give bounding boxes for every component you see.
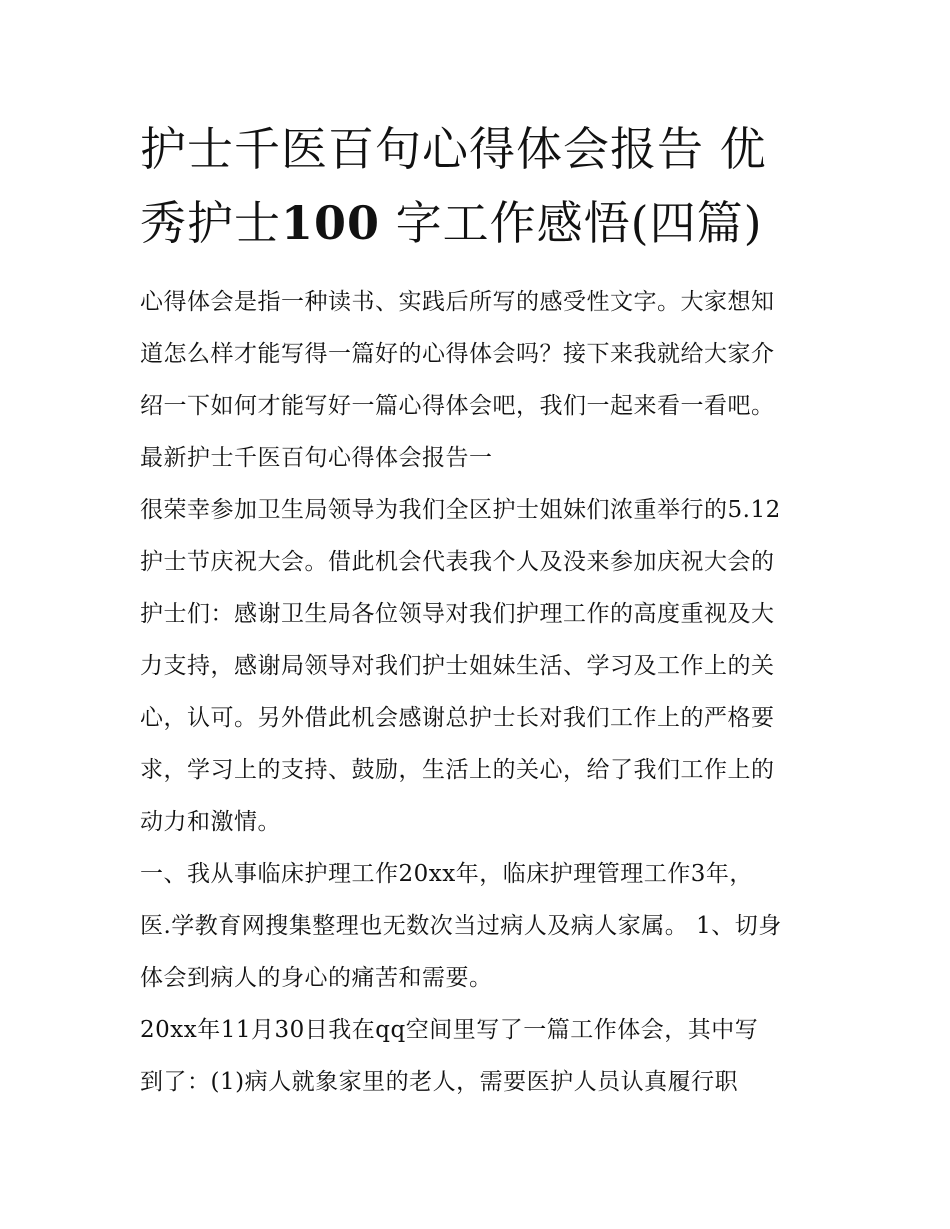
body-line-2: 道怎么样才能写得一篇好的心得体会吗？接下来我就给大家介 — [140, 341, 775, 367]
title-line-2: 秀护士100 字工作感悟(四篇) — [140, 196, 763, 250]
body-line-14: 体会到病人的身心的痛苦和需要。 — [140, 965, 493, 991]
body-line-6: 护士节庆祝大会。借此机会代表我个人及没来参加庆祝大会的 — [140, 549, 775, 575]
body-line-10: 求，学习上的支持、鼓励，生活上的关心，给了我们工作上的 — [140, 757, 775, 783]
body-line-5: 很荣幸参加卫生局领导为我们全区护士姐妹们浓重举行的5.12 — [140, 497, 781, 523]
body-line-1: 心得体会是指一种读书、实践后所写的感受性文字。大家想知 — [140, 289, 775, 315]
body-line-16: 到了：(1)病人就象家里的老人，需要医护人员认真履行职 — [140, 1069, 739, 1095]
body-line-3: 绍一下如何才能写好一篇心得体会吧，我们一起来看一看吧。 — [140, 393, 775, 419]
body-line-11: 动力和激情。 — [140, 809, 281, 835]
section-heading: 最新护士千医百句心得体会报告一 — [140, 445, 493, 471]
title-line-1: 护士千医百句心得体会报告 优 — [140, 122, 767, 176]
document-title — [140, 112, 830, 260]
body-line-12: 一、我从事临床护理工作20xx年，临床护理管理工作3年， — [140, 861, 753, 887]
document-body — [140, 276, 830, 1108]
body-line-8: 力支持，感谢局领导对我们护士姐妹生活、学习及工作上的关 — [140, 653, 775, 679]
body-line-7: 护士们：感谢卫生局各位领导对我们护理工作的高度重视及大 — [140, 601, 775, 627]
body-line-9: 心，认可。另外借此机会感谢总护士长对我们工作上的严格要 — [140, 705, 775, 731]
title-number: 100 — [281, 196, 381, 250]
body-line-15: 20xx年11月30日我在qq空间里写了一篇工作体会，其中写 — [140, 1017, 759, 1043]
body-line-13: 医.学教育网搜集整理也无数次当过病人及病人家属。 1、切身 — [140, 913, 782, 939]
document-page — [140, 112, 830, 1108]
